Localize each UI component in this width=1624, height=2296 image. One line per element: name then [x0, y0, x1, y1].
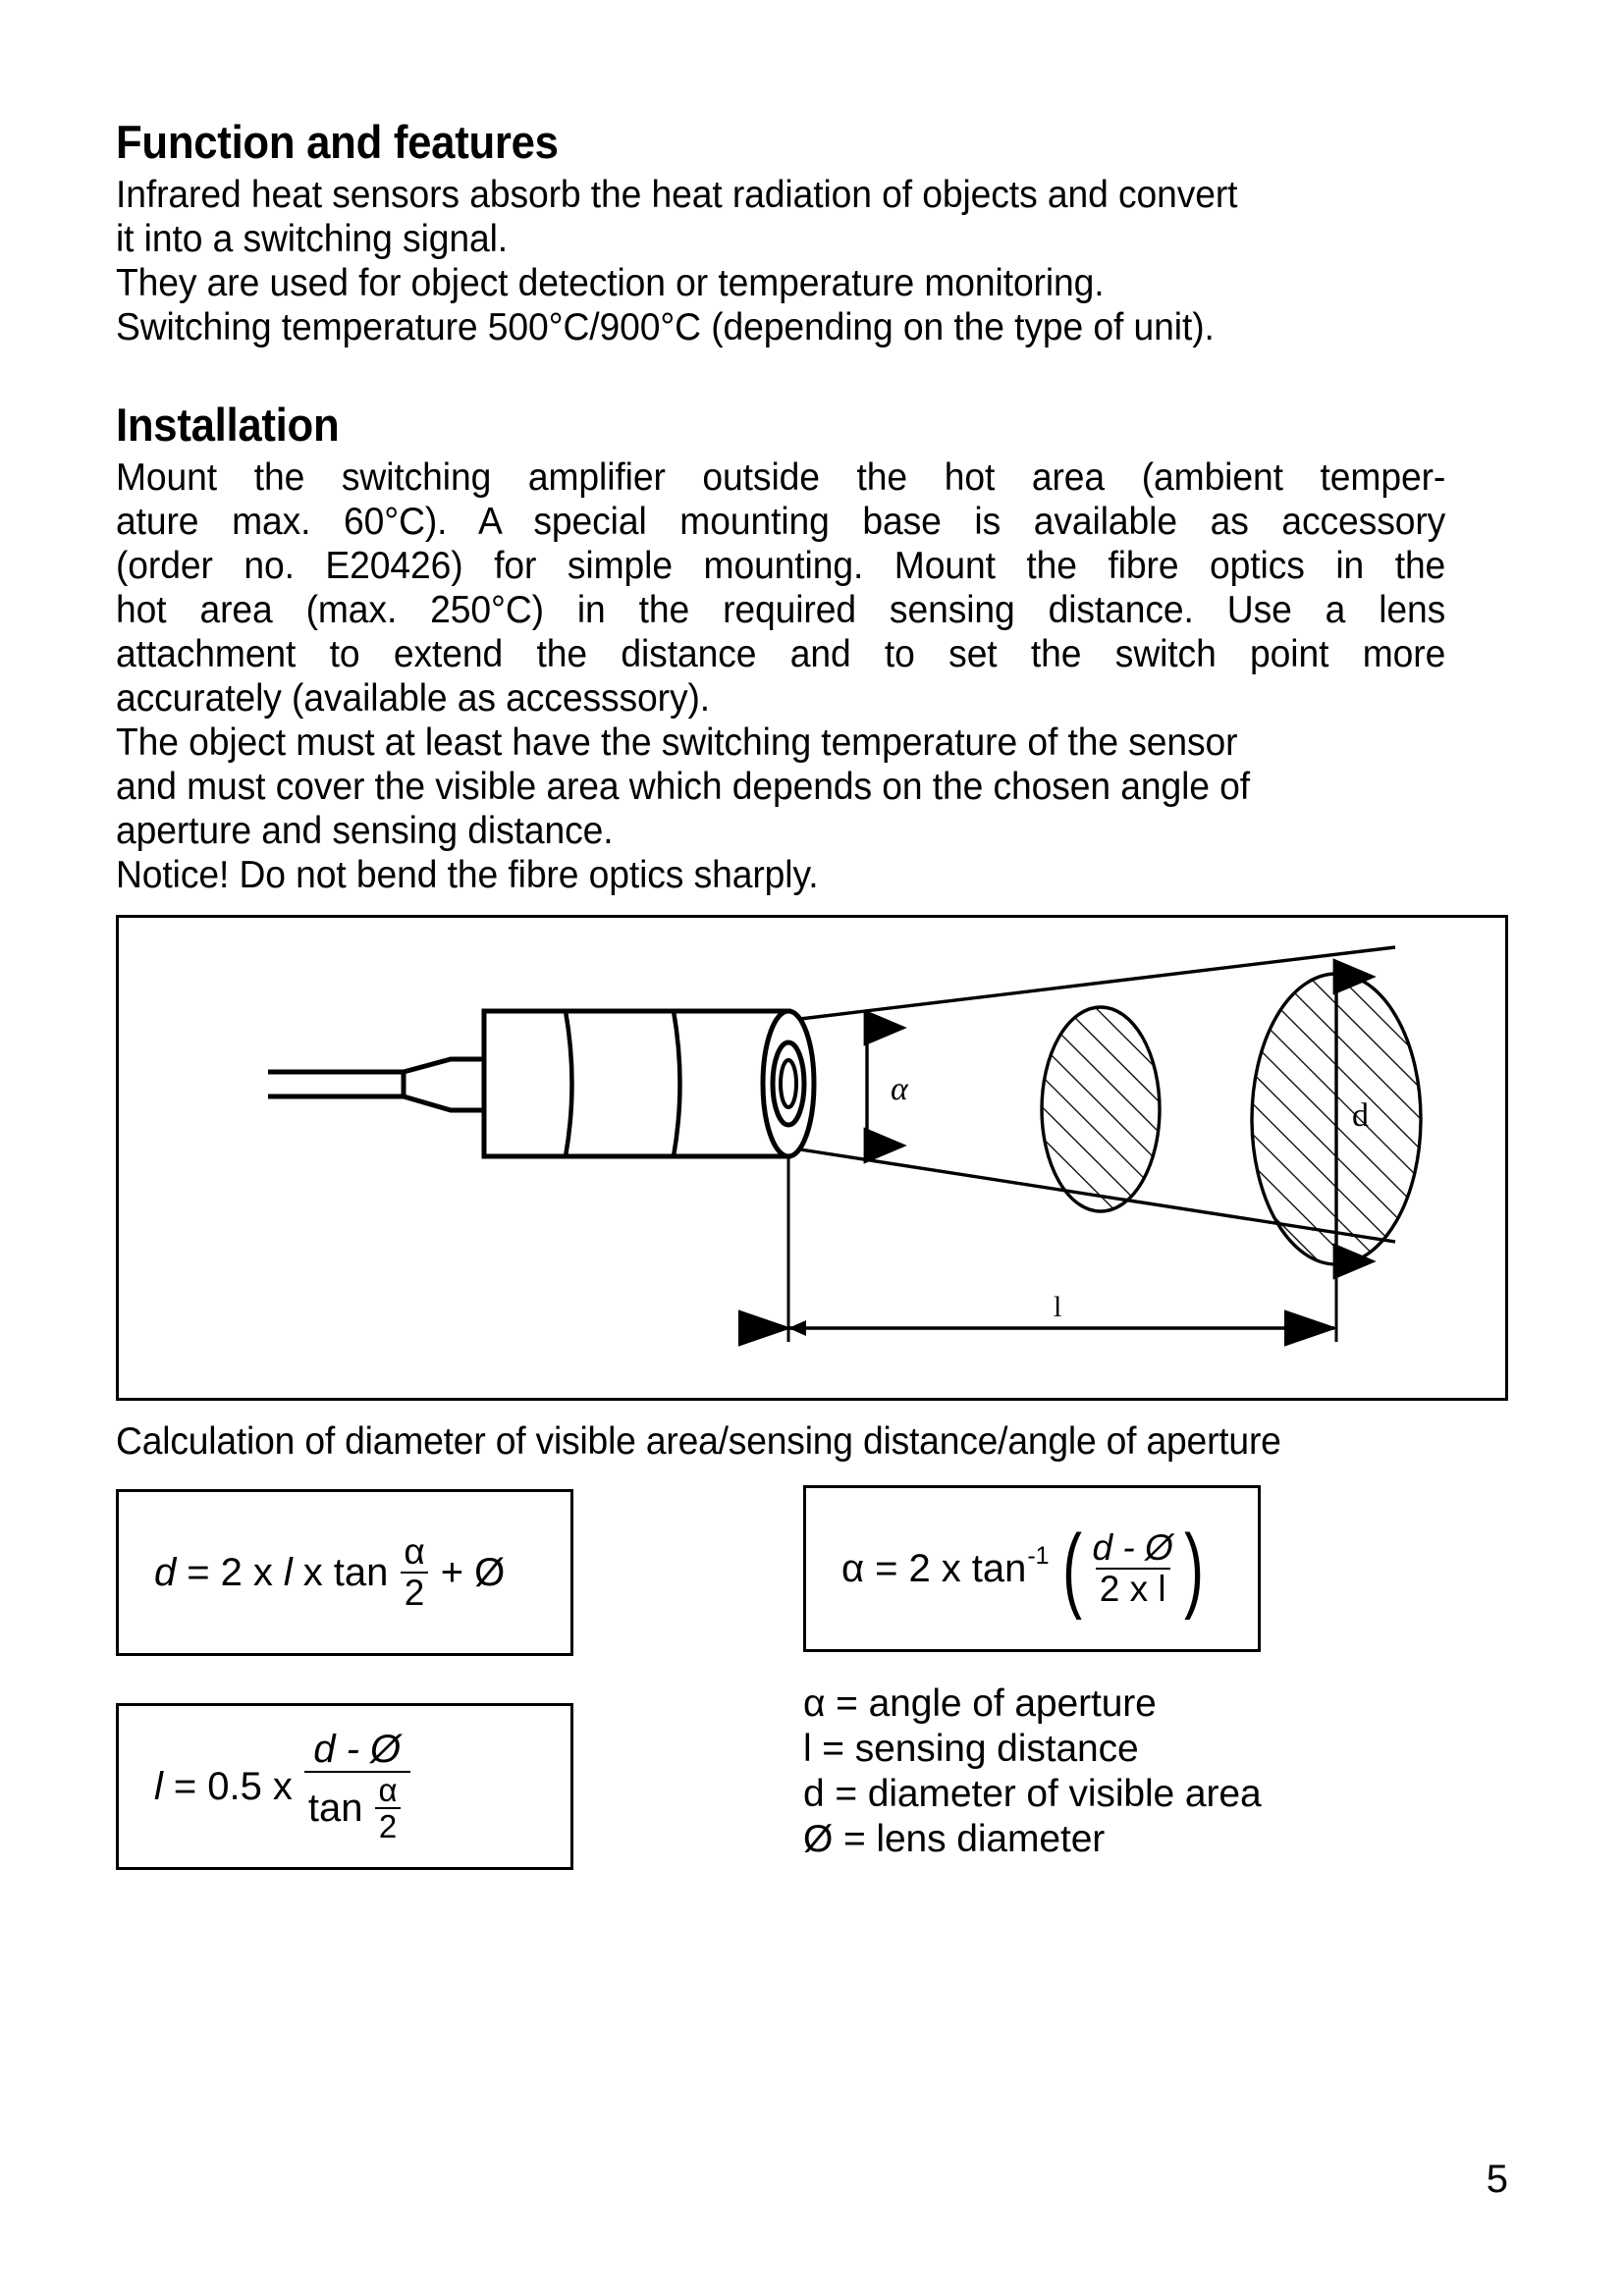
formula-alpha-exponent: -1	[1027, 1541, 1050, 1570]
formula-box-l	[116, 1703, 573, 1870]
formula-l	[154, 1730, 415, 1843]
formula-alpha-paren-open: (	[1061, 1516, 1082, 1622]
formula-d	[154, 1531, 506, 1614]
paragraph-line: Switching temperature 500°C/900°C (depending on the type of unit).	[116, 305, 1215, 348]
alpha-label: α	[891, 1071, 908, 1108]
legend-item-diameter: Ø = lens diameter	[803, 1817, 1106, 1860]
lens-aperture	[781, 1060, 796, 1107]
formula-d-lens-diameter: Ø	[474, 1551, 506, 1595]
paragraph-line: Notice! Do not bend the fibre optics sharply.	[116, 854, 819, 897]
page-title-function-and-features: Function and features	[116, 116, 559, 168]
formula-alpha-factor: 2	[908, 1547, 931, 1591]
paragraph-line	[116, 544, 1445, 588]
paragraph-line	[116, 632, 1445, 676]
formula-d-denominator: 2	[401, 1572, 429, 1612]
paragraph-line	[116, 588, 1445, 632]
formula-alpha-numerator: d - Ø	[1092, 1527, 1173, 1569]
formula-d-numerator: α	[404, 1531, 425, 1573]
page-title-installation: Installation	[116, 398, 340, 451]
formula-alpha-tan: tan	[971, 1547, 1027, 1591]
paragraph-line: and must cover the visible area which depends on the chosen angle of	[116, 765, 1251, 808]
paragraph-line-text: accurately (available as accesssory).	[116, 676, 711, 720]
formula-l-inner-denominator: 2	[375, 1807, 401, 1843]
formula-l-tan: tan	[307, 1787, 363, 1831]
fibre-cable	[268, 1072, 404, 1096]
sensor-body	[484, 1011, 788, 1156]
paragraph-line: The object must at least have the switching temperature of the sensor	[116, 721, 1238, 764]
formula-alpha-lhs: α	[841, 1547, 865, 1591]
symbol-legend	[803, 1682, 1262, 1861]
formula-d-fraction	[400, 1531, 428, 1614]
formula-box-alpha	[803, 1485, 1261, 1652]
paragraph-line-text: attachment to extend the distance and to set the switch point more	[116, 632, 1446, 675]
formula-l-numerator: d - Ø	[313, 1728, 402, 1771]
cable-ferrule	[404, 1059, 484, 1110]
legend-item-d: d = diameter of visible area	[803, 1772, 1262, 1815]
formula-alpha-paren-close: )	[1183, 1516, 1204, 1622]
l-label: l	[1054, 1291, 1062, 1324]
paragraph-line: They are used for object detection or temperature monitoring.	[116, 261, 1105, 304]
diagram-svg	[119, 918, 1505, 1398]
legend-item-l: l = sensing distance	[803, 1727, 1139, 1770]
paragraph-line	[116, 500, 1445, 544]
paragraph-line-text: hot area (max. 250°C) in the required sensing distance. Use a lens	[116, 588, 1446, 631]
visible-area-near	[1042, 1007, 1160, 1211]
formula-l-fraction	[304, 1730, 410, 1843]
formula-d-tan: tan	[333, 1551, 389, 1595]
paragraph-line	[116, 676, 1445, 721]
formula-d-factor: 2	[220, 1551, 243, 1595]
figure-caption: Calculation of diameter of visible area/sensing distance/angle of aperture	[116, 1420, 1281, 1464]
formula-l-inner-fraction	[374, 1771, 401, 1845]
page-number: 5	[1486, 2158, 1508, 2201]
formula-alpha-fraction	[1089, 1527, 1177, 1610]
paragraph-line: it into a switching signal.	[116, 217, 509, 260]
sensor-cone-diagram	[116, 915, 1508, 1401]
formula-d-plus: +	[440, 1551, 464, 1595]
formula-d-var-l: l	[283, 1551, 293, 1595]
formula-l-times: x	[272, 1765, 293, 1809]
paragraph-line: Infrared heat sensors absorb the heat radiation of objects and convert	[116, 173, 1238, 216]
formula-alpha-denominator: 2 x l	[1096, 1568, 1170, 1608]
paragraph-line: aperture and sensing distance.	[116, 810, 614, 852]
formula-l-lhs: l	[154, 1765, 163, 1809]
formula-d-times2: x	[302, 1551, 323, 1595]
legend-item-alpha: α = angle of aperture	[803, 1682, 1157, 1726]
paragraph-line-text: (order no. E20426) for simple mounting. Mount the fibre optics in the	[116, 544, 1446, 587]
formula-l-denominator	[304, 1771, 410, 1843]
paragraph-line	[116, 455, 1445, 500]
formula-area	[116, 1489, 1508, 1901]
formula-l-inner-numerator: α	[378, 1771, 398, 1808]
formula-alpha-equals: =	[875, 1547, 898, 1591]
paragraph-line-text: Mount the switching amplifier outside the hot area (ambient temper-	[116, 455, 1446, 499]
formula-l-factor: 0.5	[207, 1765, 262, 1809]
d-label: d	[1352, 1097, 1369, 1135]
l-arrow-left	[788, 1320, 806, 1336]
formula-l-equals: =	[173, 1765, 197, 1809]
formula-alpha-times: x	[941, 1547, 961, 1591]
paragraph-line-text: ature max. 60°C). A special mounting base is available as accessory	[116, 500, 1446, 543]
formula-d-lhs: d	[154, 1551, 177, 1595]
installation-paragraph	[116, 455, 1508, 721]
formula-d-times1: x	[252, 1551, 273, 1595]
formula-box-d	[116, 1489, 573, 1656]
formula-alpha	[841, 1516, 1206, 1622]
formula-d-equals: =	[187, 1551, 210, 1595]
